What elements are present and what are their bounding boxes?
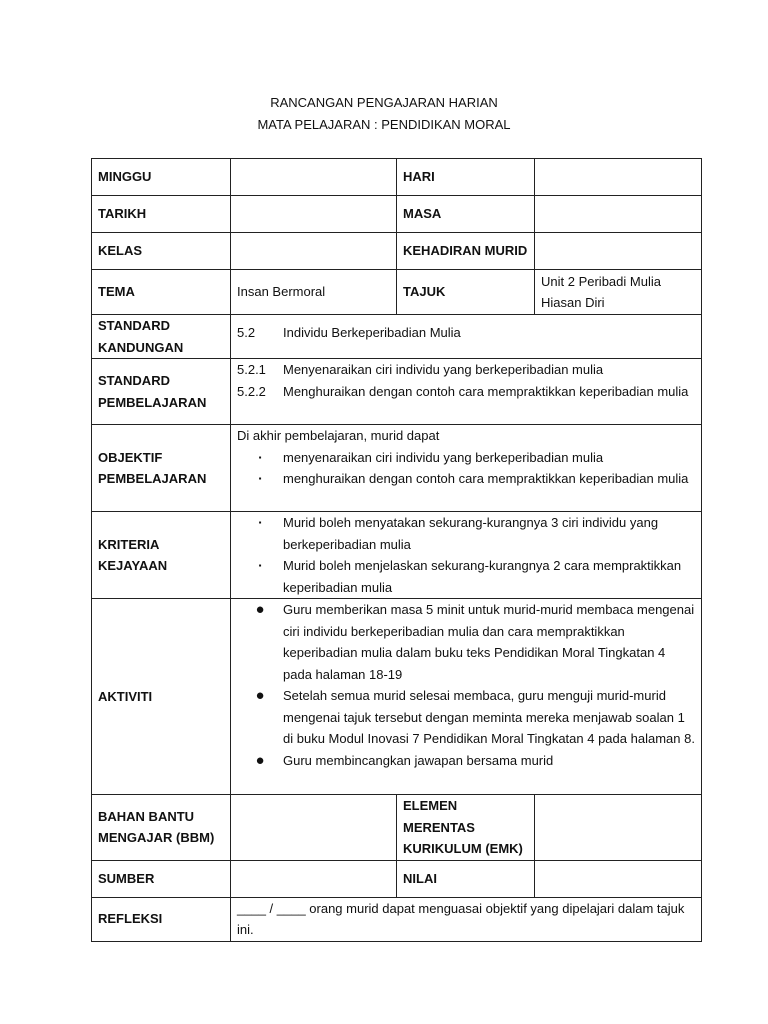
field-standard-pembelajaran[interactable] [231, 359, 702, 425]
list-item [237, 555, 695, 598]
label-kehadiran: KEHADIRAN MURID [397, 233, 535, 270]
item-text: menyenaraikan ciri individu yang berkeperibadian mulia [283, 449, 604, 465]
lesson-plan-table [91, 158, 702, 942]
label-line: STANDARD [98, 318, 170, 333]
table-row [92, 795, 702, 861]
label-sumber: SUMBER [92, 860, 231, 897]
item-text: Murid boleh menjelaskan sekurang-kurangnya 2 cara mempraktikkan keperibadian mulia [283, 558, 682, 595]
field-tema[interactable]: Insan Bermoral [231, 270, 397, 315]
refleksi-text: ____ / ____ orang murid dapat menguasai objektif yang dipelajari dalam tajuk ini. [237, 900, 685, 937]
field-aktiviti[interactable] [231, 599, 702, 795]
field-emk[interactable] [535, 795, 702, 861]
field-tajuk[interactable] [535, 270, 702, 315]
table-row [92, 196, 702, 233]
list-item [237, 381, 695, 403]
label-line: ELEMEN MERENTAS [403, 798, 475, 835]
table-row [92, 897, 702, 941]
item-text: Menghuraikan dengan contoh cara mempraktikkan keperibadian mulia [283, 383, 689, 399]
label-line: BAHAN BANTU [98, 808, 195, 824]
field-sumber[interactable] [231, 860, 397, 897]
label-masa: MASA [397, 196, 535, 233]
label-line: STANDARD [98, 373, 170, 388]
list-item [237, 685, 695, 750]
standard-kandungan-number: 5.2 [237, 324, 256, 340]
label-minggu: MINGGU [92, 159, 231, 196]
document-title: RANCANGAN PENGAJARAN HARIAN [270, 95, 498, 110]
field-bbm[interactable] [231, 795, 397, 861]
field-kriteria[interactable] [231, 512, 702, 599]
label-emk [397, 795, 535, 861]
field-objektif[interactable] [231, 425, 702, 512]
field-minggu[interactable] [231, 159, 397, 196]
item-text: Guru memberikan masa 5 minit untuk murid-murid membaca mengenai ciri individu berkeperibadian mulia dan cara mempraktikkan keperibadian mulia dalam buku teks Pendidikan Moral Tingkatan 4 pada halaman 18-19 [283, 602, 695, 682]
label-objektif [92, 425, 231, 512]
label-nilai: NILAI [397, 860, 535, 897]
tajuk-line-2: Hiasan Diri [541, 295, 605, 310]
field-nilai[interactable] [535, 860, 702, 897]
list-item [237, 750, 695, 772]
item-number: 5.2.1 [237, 362, 266, 377]
table-row [92, 425, 702, 512]
bullet-square-icon: ▪ [258, 474, 262, 483]
table-row [92, 270, 702, 315]
item-text: Menyenaraikan ciri individu yang berkeperibadian mulia [283, 362, 604, 377]
field-standard-kandungan[interactable] [231, 315, 702, 359]
label-bbm [92, 795, 231, 861]
field-kehadiran[interactable] [535, 233, 702, 270]
table-row [92, 359, 702, 425]
label-line: KANDUNGAN [98, 339, 184, 355]
label-kelas: KELAS [92, 233, 231, 270]
item-number: 5.2.2 [237, 383, 266, 399]
label-standard-kandungan [92, 315, 231, 359]
label-refleksi: REFLEKSI [92, 897, 231, 941]
label-standard-pembelajaran [92, 359, 231, 425]
table-row [92, 599, 702, 795]
bullet-dot-icon: ● [255, 751, 265, 769]
label-line: PEMBELAJARAN [98, 471, 207, 486]
list-item [237, 359, 695, 381]
item-text: Guru membincangkan jawapan bersama murid [283, 752, 554, 768]
label-tema: TEMA [92, 270, 231, 315]
item-text: Murid boleh menyatakan sekurang-kurangnya 3 ciri individu yang berkeperibadian mulia [283, 515, 659, 552]
table-row [92, 315, 702, 359]
field-masa[interactable] [535, 196, 702, 233]
label-tarikh: TARIKH [92, 196, 231, 233]
label-line: PEMBELAJARAN [98, 394, 207, 410]
label-tajuk: TAJUK [397, 270, 535, 315]
list-item [237, 512, 695, 555]
table-row [92, 512, 702, 599]
item-text: menghuraikan dengan contoh cara mempraktikkan keperibadian mulia [283, 471, 689, 486]
field-hari[interactable] [535, 159, 702, 196]
table-row [92, 860, 702, 897]
label-hari: HARI [397, 159, 535, 196]
table-row [92, 233, 702, 270]
tajuk-line-1: Unit 2 Peribadi Mulia [541, 273, 661, 289]
label-line: MENGAJAR (BBM) [98, 830, 215, 846]
table-row [92, 159, 702, 196]
label-aktiviti: AKTIVITI [92, 599, 231, 795]
label-kriteria [92, 512, 231, 599]
document-subtitle: MATA PELAJARAN : PENDIDIKAN MORAL [257, 117, 511, 132]
field-tarikh[interactable] [231, 196, 397, 233]
list-item [237, 468, 695, 490]
bullet-square-icon: ▪ [258, 518, 262, 527]
label-line: KEJAYAAN [98, 558, 168, 573]
item-text: Setelah semua murid selesai membaca, guru menguji murid-murid mengenai tajuk tersebut dengan meminta mereka menjawab soalan 1 di buku Modul Inovasi 7 Pendidikan Moral Tingkatan 4 pada halaman 8. [283, 688, 695, 746]
list-item [237, 447, 695, 469]
field-refleksi[interactable] [231, 897, 702, 941]
label-line: KURIKULUM (EMK) [403, 841, 523, 856]
field-kelas[interactable] [231, 233, 397, 270]
bullet-square-icon: ▪ [258, 452, 262, 462]
bullet-square-icon: ▪ [258, 561, 262, 570]
label-line: OBJEKTIF [98, 449, 163, 465]
label-line: KRITERIA [98, 536, 160, 552]
list-item [237, 599, 695, 685]
objektif-intro: Di akhir pembelajaran, murid dapat [237, 428, 440, 443]
bullet-dot-icon: ● [255, 601, 265, 618]
bullet-dot-icon: ● [255, 687, 265, 704]
standard-kandungan-text: Individu Berkeperibadian Mulia [283, 324, 461, 340]
